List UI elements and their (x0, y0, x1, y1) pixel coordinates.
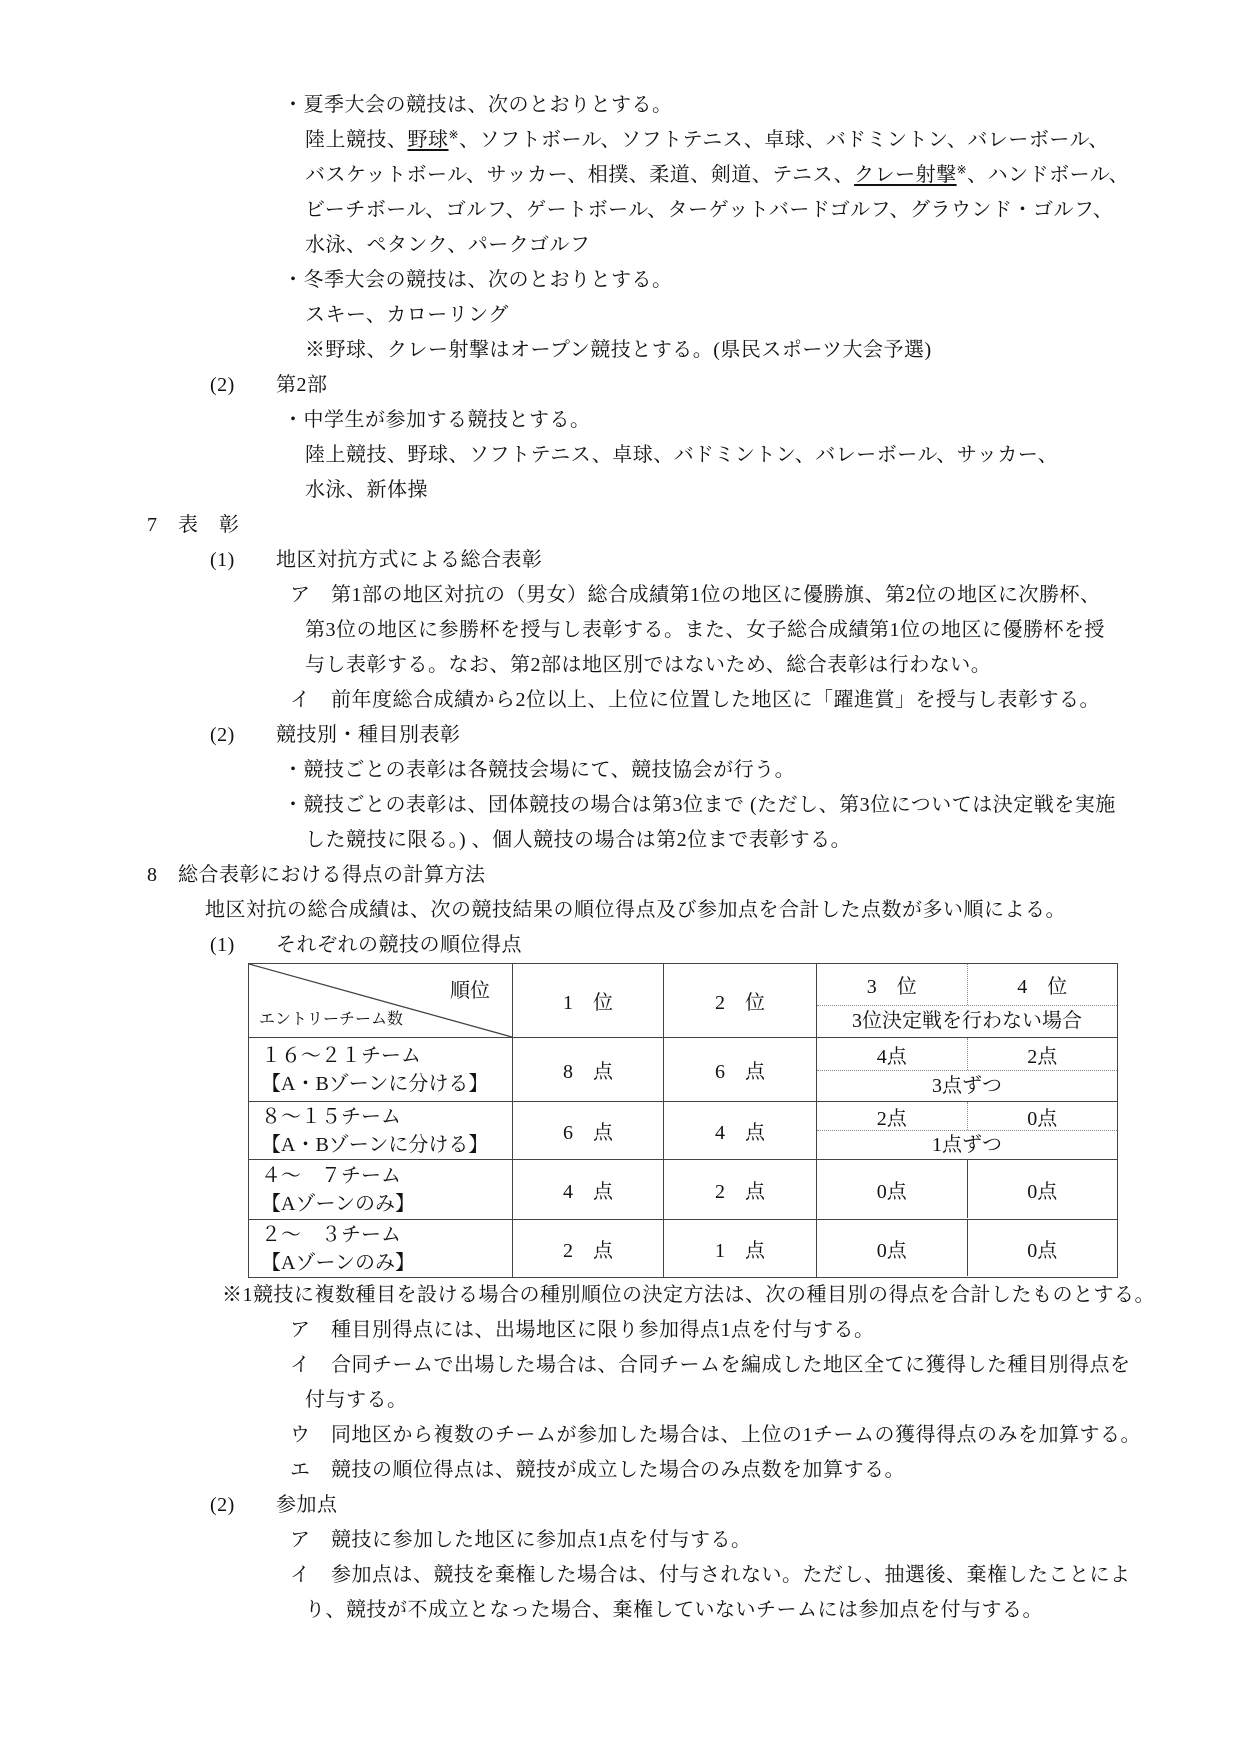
item-a-line-1: ア 第1部の地区対抗の（男女）総合成績第1位の地区に優勝旗、第2位の地区に次勝杯、 (290, 584, 1101, 606)
no-playoff-label: 3位決定戦を行わない場合 (852, 1010, 1082, 1032)
points-rank4: 0点 (967, 1220, 1118, 1276)
section-title: 第2部 (276, 374, 328, 396)
header-rank-1: 1 位 (513, 964, 664, 1038)
reference-mark: ※ (956, 162, 968, 177)
points-rank2: 1 点 (664, 1220, 817, 1278)
participation-item-a: ア 競技に参加した地区に参加点1点を付与する。 (290, 1529, 752, 1551)
section-8-2-heading (0, 1488, 1241, 1523)
footnote-item-i-cont: 付与する。 (305, 1389, 408, 1411)
points-rank4: 0点 (967, 1160, 1118, 1218)
section-title: 競技別・種目別表彰 (276, 724, 461, 746)
award-bullet-1: ・競技ごとの表彰は各競技会場にて、競技協会が行う。 (283, 759, 796, 781)
header-rank-3-4-top (817, 964, 1117, 1006)
section-7-1-heading (0, 543, 1241, 578)
points-rank3: 0点 (876, 1180, 907, 1203)
header-rank-3: 3 位 (866, 976, 917, 998)
points-rank3-4-full (817, 1160, 1117, 1218)
section-2-heading (0, 368, 1241, 403)
scoring-intro-line: 地区対抗の総合成績は、次の競技結果の順位得点及び参加点を合計した点数が多い順による。 (205, 899, 1066, 921)
underlined-baseball: 野球 (407, 129, 449, 151)
section-number: (1) (210, 549, 235, 571)
points-rank4: 2点 (967, 1038, 1118, 1070)
part2-sports-line-2: 水泳、新体操 (305, 479, 428, 501)
award-bullet-2: ・競技ごとの表彰は、団体競技の場合は第3位まで (ただし、第3位については決定戦を実施 (283, 794, 1116, 816)
section-title: 地区対抗方式による総合表彰 (276, 549, 543, 571)
footnote-item-a: ア 種目別得点には、出場地区に限り参加得点1点を付与する。 (290, 1319, 875, 1341)
item-a-line-3: 与し表彰する。なお、第2部は地区別ではないため、総合表彰は行わない。 (305, 654, 992, 676)
points-rank1: 4 点 (513, 1160, 664, 1220)
table-row (249, 1220, 1118, 1278)
points-rank1: 8 点 (513, 1038, 664, 1102)
rank-points-table (248, 963, 1118, 1278)
text-segment: 陸上競技、 (305, 129, 408, 151)
points-shared: 1点ずつ (932, 1134, 1002, 1156)
table-row (249, 1038, 1118, 1102)
section-8-1-heading (0, 928, 1241, 963)
points-rank3: 4点 (876, 1045, 907, 1068)
zone-note: 【A・Bゾーンに分ける】 (261, 1072, 489, 1095)
winter-intro-line: ・冬季大会の競技は、次のとおりとする。 (283, 269, 673, 291)
points-rank3-4 (817, 1220, 1118, 1278)
points-rank2: 6 点 (664, 1038, 817, 1102)
footnote-item-u: ウ 同地区から複数のチームが参加した場合は、上位の1チームの獲得得点のみを加算する。 (290, 1424, 1141, 1446)
table-row (249, 1102, 1118, 1160)
table-corner-cell (249, 964, 513, 1038)
points-rank3-4-full (817, 1220, 1117, 1276)
section-number: (2) (210, 724, 235, 746)
points-rank3-4-top (817, 1102, 1117, 1131)
junior-high-bullet: ・中学生が参加する競技とする。 (283, 409, 591, 431)
entry-range: ８～１５チーム (261, 1105, 401, 1128)
points-shared: 3点ずつ (932, 1075, 1002, 1097)
open-competition-note: ※野球、クレー射撃はオープン競技とする。(県民スポーツ大会予選) (305, 339, 932, 361)
points-rank3: 2点 (876, 1107, 907, 1130)
summer-sports-line-3: ビーチボール、ゴルフ、ゲートボール、ターゲットバードゴルフ、グラウンド・ゴルフ、 (305, 199, 1114, 221)
item-i-line: イ 前年度総合成績から2位以上、上位に位置した地区に「躍進賞」を授与し表彰する。 (290, 689, 1100, 711)
part2-sports-line-1: 陸上競技、野球、ソフトテニス、卓球、バドミントン、バレーボール、サッカー、 (305, 444, 1059, 466)
points-rank4: 0点 (967, 1102, 1118, 1130)
section-7-2-heading (0, 718, 1241, 753)
footnote-1: ※1競技に複数種目を設ける場合の種別順位の決定方法は、次の種目別の得点を合計したものとする。 (222, 1284, 1155, 1306)
text-segment: 、ハンドボール、 (967, 164, 1130, 186)
entry-range: ４～ ７チーム (261, 1164, 401, 1187)
points-rank3-4 (817, 1102, 1118, 1160)
header-rank-3-4 (817, 964, 1118, 1038)
points-rank3-4 (817, 1160, 1118, 1220)
header-rank-4: 4 位 (967, 964, 1118, 1005)
footnote-item-e: エ 競技の順位得点は、競技が成立した場合のみ点数を加算する。 (290, 1459, 905, 1481)
heading-7-awards: 7 表 彰 (147, 514, 240, 536)
summer-sports-line-1 (0, 123, 1241, 158)
zone-note: 【Aゾーンのみ】 (261, 1192, 416, 1215)
section-number: (1) (210, 934, 235, 956)
section-number: (2) (210, 374, 235, 396)
summer-sports-line-2 (0, 158, 1241, 193)
points-rank1: 6 点 (513, 1102, 664, 1160)
heading-8-scoring: 8 総合表彰における得点の計算方法 (147, 864, 486, 886)
points-rank3-4 (817, 1038, 1118, 1102)
entry-teams-8-15 (249, 1102, 513, 1160)
table-row (249, 1160, 1118, 1220)
corner-entry-label: エントリーチーム数 (259, 1011, 404, 1028)
points-rank3: 0点 (876, 1239, 907, 1262)
section-number: (2) (210, 1494, 235, 1516)
zone-note: 【Aゾーンのみ】 (261, 1251, 416, 1274)
winter-sports-line: スキー、カローリング (305, 304, 509, 326)
entry-range: １６～２１チーム (261, 1044, 421, 1067)
entry-range: ２～ ３チーム (261, 1223, 401, 1246)
points-rank2: 4 点 (664, 1102, 817, 1160)
corner-rank-label: 順位 (450, 980, 490, 1002)
participation-item-i-cont: り、競技が不成立となった場合、棄権していないチームには参加点を付与する。 (305, 1599, 1043, 1621)
award-bullet-2-cont: した競技に限る。) 、個人競技の場合は第2位まで表彰する。 (305, 829, 852, 851)
item-a-line-2: 第3位の地区に参勝杯を授与し表彰する。また、女子総合成績第1位の地区に優勝杯を授 (305, 619, 1105, 641)
entry-teams-4-7 (249, 1160, 513, 1220)
entry-teams-2-3 (249, 1220, 513, 1278)
text-segment: 、ソフトボール、ソフトテニス、卓球、バドミントン、バレーボール、 (459, 129, 1109, 151)
points-rank3-4-top (817, 1038, 1117, 1071)
entry-teams-16-21 (249, 1038, 513, 1102)
reference-mark: ※ (448, 127, 460, 142)
text-segment: バスケットボール、サッカー、相撲、柔道、剣道、テニス、 (305, 164, 855, 186)
underlined-clay-shooting: クレー射撃 (854, 164, 957, 186)
table-header-row (249, 964, 1118, 1038)
summer-sports-line-4: 水泳、ペタンク、パークゴルフ (305, 234, 591, 256)
header-rank-2: 2 位 (664, 964, 817, 1038)
zone-note: 【A・Bゾーンに分ける】 (261, 1133, 489, 1156)
summer-intro-line: ・夏季大会の競技は、次のとおりとする。 (283, 94, 673, 116)
footnote-item-i: イ 合同チームで出場した場合は、合同チームを編成した地区全てに獲得した種目別得点を (290, 1354, 1131, 1376)
section-title: それぞれの競技の順位得点 (276, 934, 522, 956)
participation-item-i: イ 参加点は、競技を棄権した場合は、付与されない。ただし、抽選後、棄権したことによ (290, 1564, 1131, 1586)
section-title: 参加点 (276, 1494, 338, 1516)
points-rank2: 2 点 (664, 1160, 817, 1220)
points-rank1: 2 点 (513, 1220, 664, 1278)
